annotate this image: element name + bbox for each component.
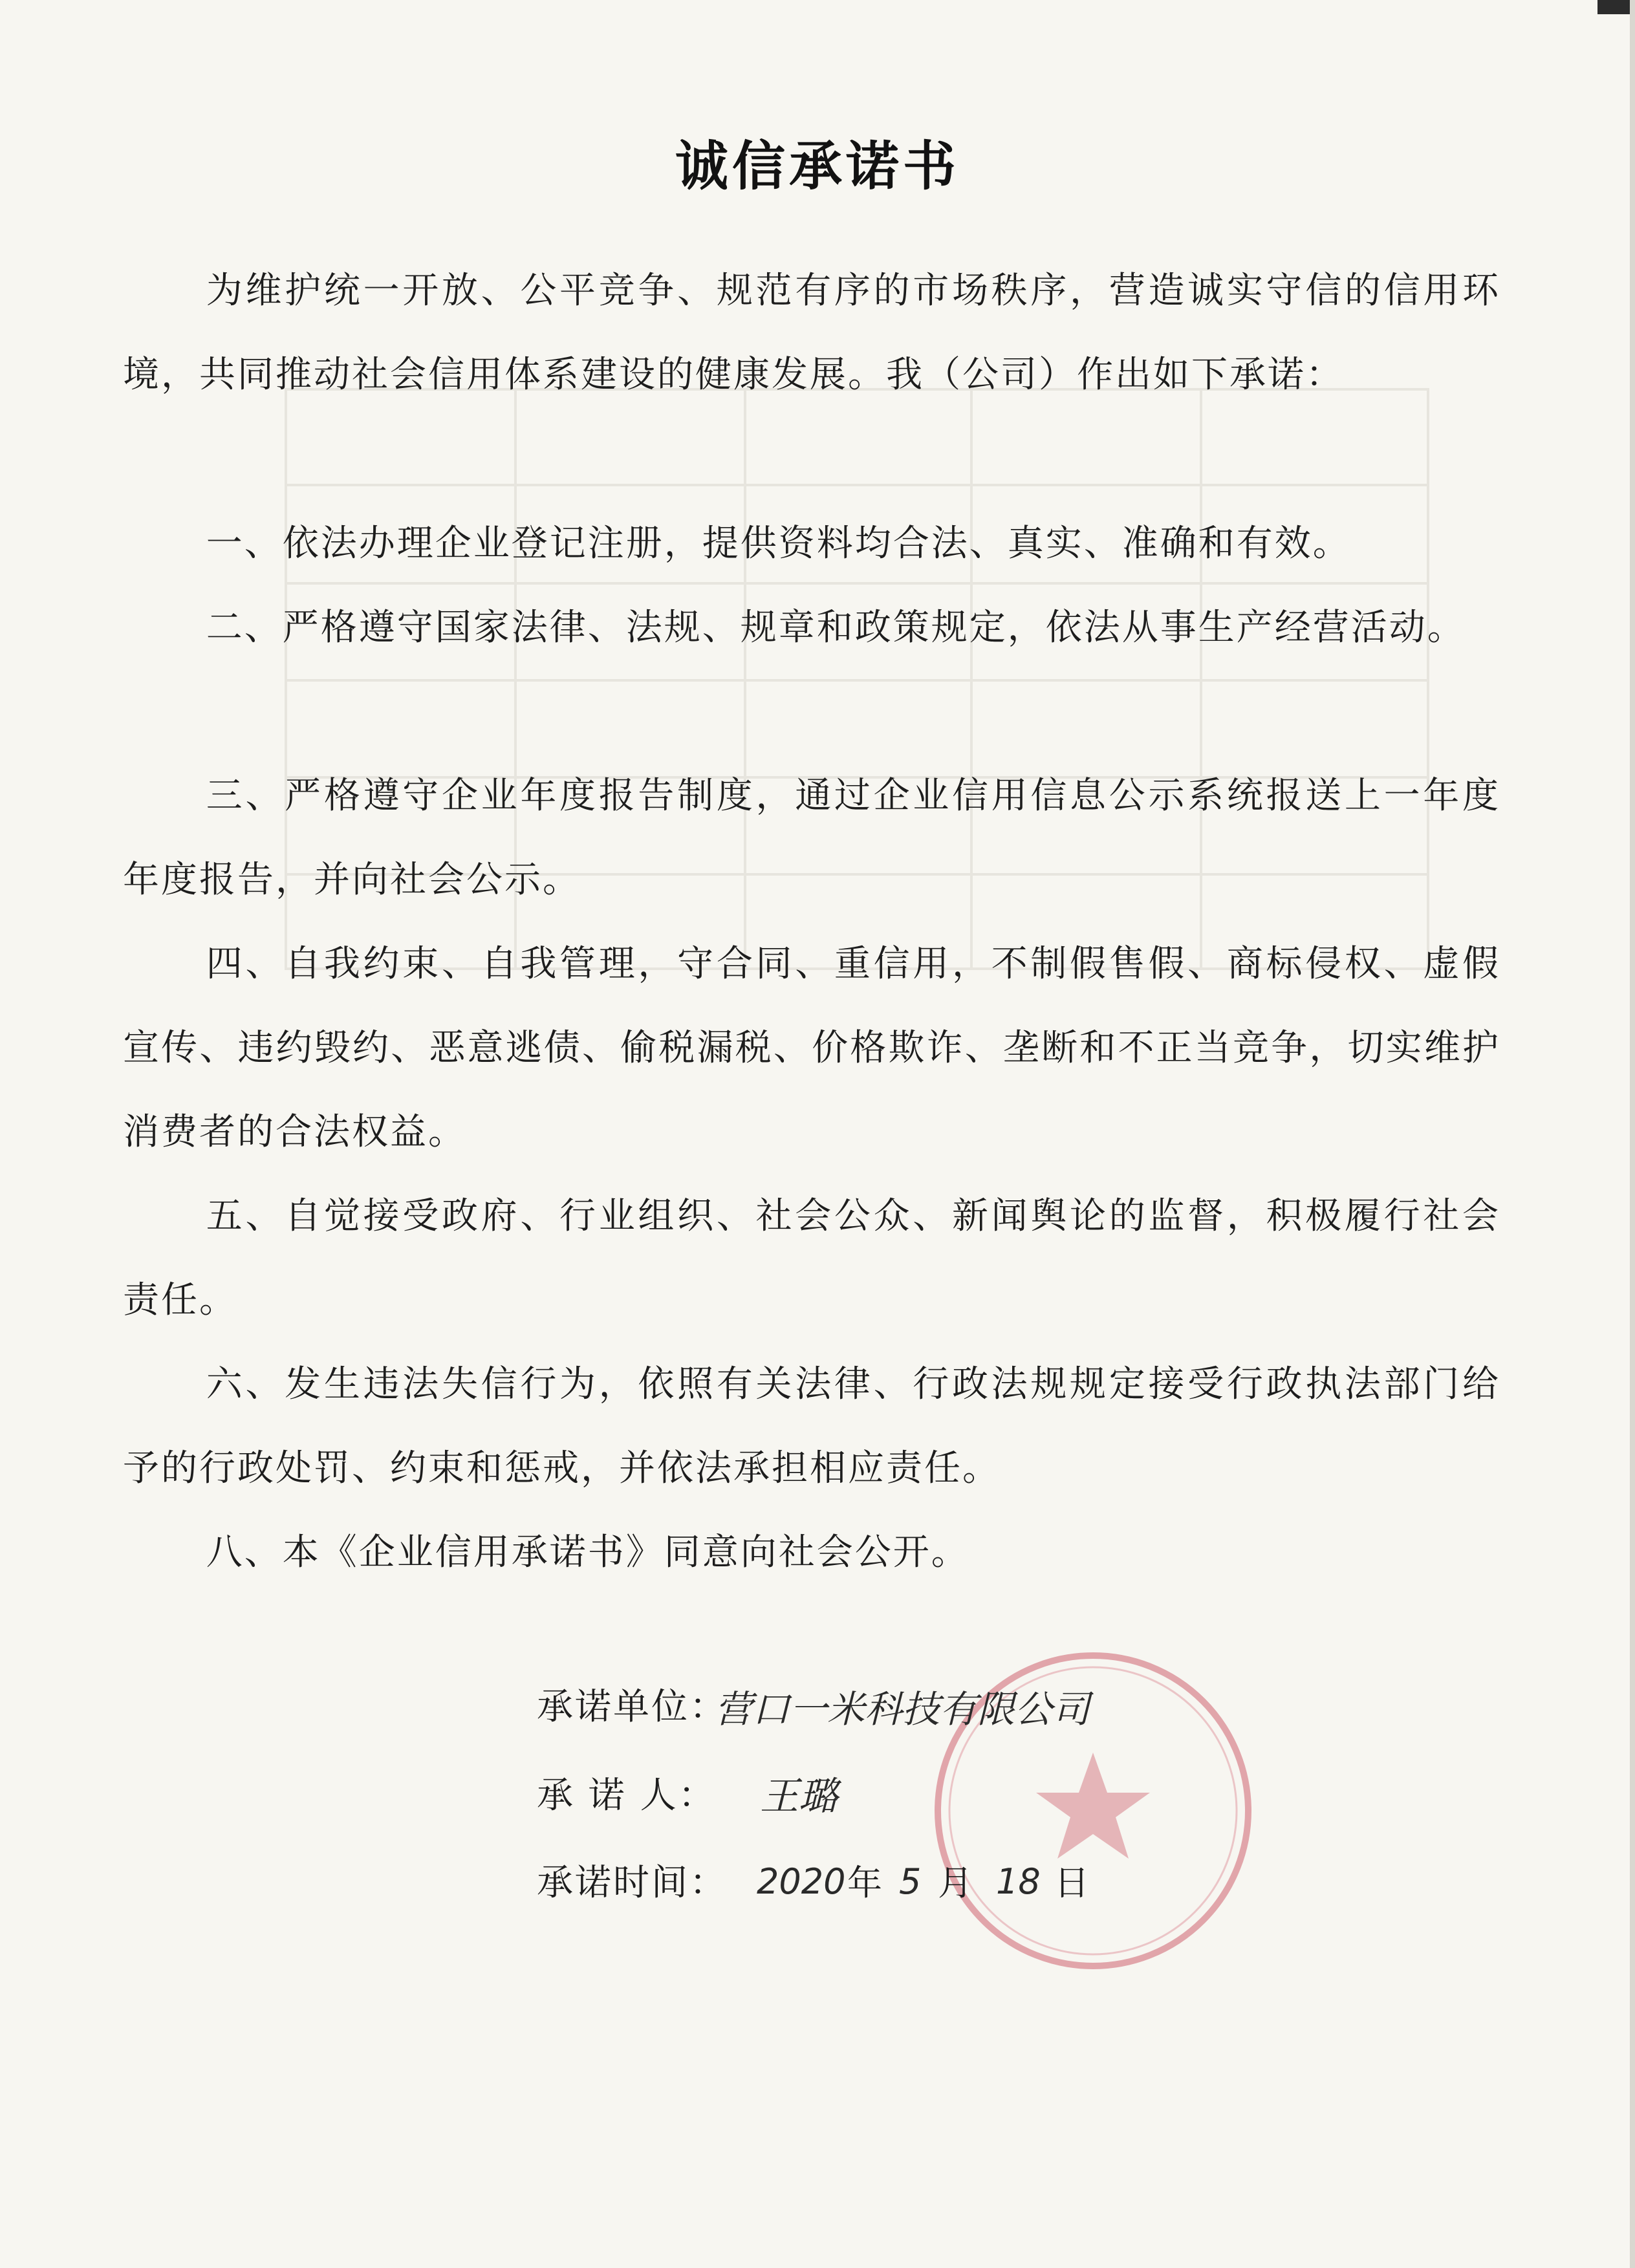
scan-edge-shadow (1630, 0, 1635, 2268)
clause-8: 八、本《企业信用承诺书》同意向社会公开。 (206, 1531, 969, 1573)
signature-date-row (537, 1857, 728, 1909)
document-title: 诚信承诺书 (675, 136, 960, 197)
person-signature: 王璐 (760, 1774, 838, 1819)
date-year-unit: 年 (847, 1863, 882, 1903)
clause-6: 六、发生违法失信行为，依照有关法律、行政法规规定接受行政执法部门给予的行政处罚、约束和惩戒，并依法承担相应责任。 (123, 1363, 1500, 1489)
clause-1: 一、依法办理企业登记注册，提供资料均合法、真实、准确和有效。 (206, 523, 1351, 565)
date-year-handwritten: 2020 (757, 1861, 846, 1902)
date-label: 承诺时间： (537, 1862, 728, 1904)
clause-3: 三、严格遵守企业年度报告制度，通过企业信用信息公示系统报送上一年度年度报告，并向社会公示。 (123, 775, 1500, 901)
date-month-handwritten: 5 (899, 1861, 922, 1902)
unit-label: 承诺单位： (537, 1686, 728, 1728)
signature-unit-row (537, 1681, 728, 1733)
unit-handwritten: 营口一米科技有限公司 (715, 1687, 1090, 1731)
signature-person-row (537, 1770, 717, 1822)
date-month-unit: 月 (938, 1863, 973, 1903)
clause-5: 五、自觉接受政府、行业组织、社会公众、新闻舆论的监督，积极履行社会责任。 (123, 1195, 1500, 1321)
date-day-unit: 日 (1054, 1863, 1089, 1903)
person-label: 承 诺 人： (537, 1775, 717, 1817)
clause-2: 二、严格遵守国家法律、法规、规章和政策规定，依法从事生产经营活动。 (206, 607, 1466, 649)
clause-4: 四、自我约束、自我管理，守合同、重信用，不制假售假、商标侵权、虚假宣传、违约毁约、恶意逃债、偷税漏税、价格欺诈、垄断和不正当竞争，切实维护消费者的合法权益。 (123, 943, 1500, 1153)
date-day-handwritten: 18 (996, 1861, 1041, 1902)
intro-paragraph: 为维护统一开放、公平竞争、规范有序的市场秩序，营造诚实守信的信用环境，共同推动社会信用体系建设的健康发展。我（公司）作出如下承诺： (123, 270, 1500, 396)
